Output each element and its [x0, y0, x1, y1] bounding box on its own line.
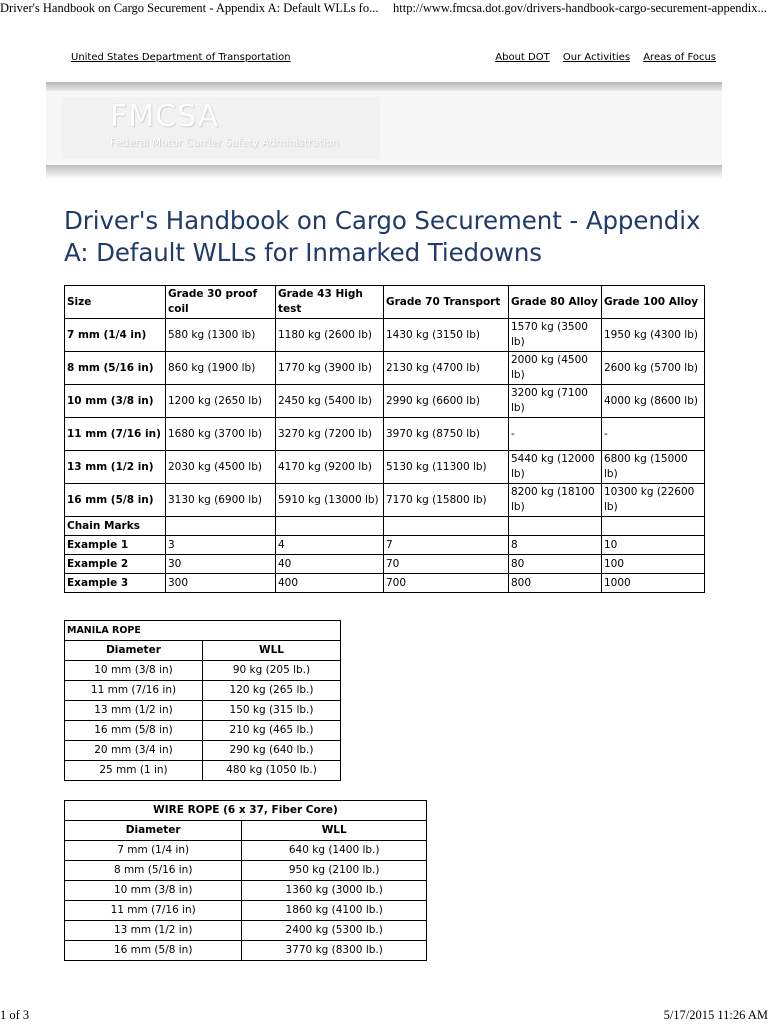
table-cell: 700	[384, 574, 509, 593]
table-cell: 1180 kg (2600 lb)	[276, 319, 384, 352]
row-header: 13 mm (1/2 in)	[65, 451, 166, 484]
table-cell: 10	[602, 536, 705, 555]
column-header: Grade 70 Transport	[384, 286, 509, 319]
print-datetime: 5/17/2015 11:26 AM	[663, 1008, 768, 1022]
table-cell: 4	[276, 536, 384, 555]
table-cell: 4170 kg (9200 lb)	[276, 451, 384, 484]
print-page-url: http://www.fmcsa.dot.gov/drivers-handbook-cargo-securement-appendix...	[393, 1, 767, 15]
row-header: 7 mm (1/4 in)	[65, 319, 166, 352]
table-cell: 480 kg (1050 lb.)	[203, 761, 341, 781]
nav-divider	[46, 82, 722, 91]
table-cell: 30	[166, 555, 276, 574]
table-cell: 2000 kg (4500 lb)	[509, 352, 602, 385]
table-cell	[509, 517, 602, 536]
table-cell: 3770 kg (8300 lb.)	[242, 941, 427, 961]
row-header: 10 mm (3/8 in)	[65, 385, 166, 418]
table-cell: 640 kg (1400 lb.)	[242, 841, 427, 861]
table-row	[65, 921, 427, 941]
table-cell: 7	[384, 536, 509, 555]
page-title: Driver's Handbook on Cargo Securement - Appendix A: Default WLLs for Inmarked Tiedowns	[64, 206, 701, 267]
fmcsa-logo-subtitle: Federal Motor Carrier Safety Administration	[110, 137, 339, 149]
table-cell: 290 kg (640 lb.)	[203, 741, 341, 761]
table-row	[65, 451, 705, 484]
table-cell: 3970 kg (8750 lb)	[384, 418, 509, 451]
row-header: Chain Marks	[65, 517, 166, 536]
table-row	[65, 555, 705, 574]
dot-home-link[interactable]: United States Department of Transportation	[71, 52, 291, 63]
about-dot-link[interactable]: About DOT	[495, 52, 550, 63]
table-cell: 10300 kg (22600 lb)	[602, 484, 705, 517]
table-row	[65, 861, 427, 881]
table-cell: 90 kg (205 lb.)	[203, 661, 341, 681]
table-cell: 1570 kg (3500 lb)	[509, 319, 602, 352]
table-cell: 3130 kg (6900 lb)	[166, 484, 276, 517]
banner-divider	[46, 165, 722, 179]
table-row	[65, 701, 341, 721]
table-cell: 5130 kg (11300 lb)	[384, 451, 509, 484]
table-cell: 580 kg (1300 lb)	[166, 319, 276, 352]
table-cell	[276, 517, 384, 536]
table-cell: 2030 kg (4500 lb)	[166, 451, 276, 484]
column-header: Grade 43 High test	[276, 286, 384, 319]
table-row	[65, 901, 427, 921]
table-cell: 13 mm (1/2 in)	[65, 701, 203, 721]
table-cell: 1860 kg (4100 lb.)	[242, 901, 427, 921]
table-cell: 2990 kg (6600 lb)	[384, 385, 509, 418]
print-page-title: Driver's Handbook on Cargo Securement - Appendix A: Default WLLs fo...	[0, 1, 379, 15]
table-cell: 7 mm (1/4 in)	[65, 841, 242, 861]
table-cell: 1680 kg (3700 lb)	[166, 418, 276, 451]
table-cell: 210 kg (465 lb.)	[203, 721, 341, 741]
table-cell: 1430 kg (3150 lb)	[384, 319, 509, 352]
table-cell: 1360 kg (3000 lb.)	[242, 881, 427, 901]
row-header: Example 3	[65, 574, 166, 593]
table-cell	[602, 517, 705, 536]
table-row	[65, 941, 427, 961]
table-cell: 10 mm (3/8 in)	[65, 661, 203, 681]
table-header-row	[65, 641, 341, 661]
table-cell: 25 mm (1 in)	[65, 761, 203, 781]
table-cell: 860 kg (1900 lb)	[166, 352, 276, 385]
table-cell: 16 mm (5/8 in)	[65, 721, 203, 741]
table-cell: 8	[509, 536, 602, 555]
table-header-row	[65, 286, 705, 319]
column-header: Size	[65, 286, 166, 319]
table-row	[65, 721, 341, 741]
table-row	[65, 574, 705, 593]
table-row	[65, 484, 705, 517]
table-cell: -	[602, 418, 705, 451]
table-cell: 8200 kg (18100 lb)	[509, 484, 602, 517]
areas-of-focus-link[interactable]: Areas of Focus	[643, 52, 716, 63]
table-row	[65, 841, 427, 861]
row-header: 8 mm (5/16 in)	[65, 352, 166, 385]
table-cell: 3	[166, 536, 276, 555]
table-cell: 3200 kg (7100 lb)	[509, 385, 602, 418]
table-row	[65, 352, 705, 385]
row-header: 16 mm (5/8 in)	[65, 484, 166, 517]
site-banner	[46, 91, 722, 165]
table-row	[65, 681, 341, 701]
table-cell: 400	[276, 574, 384, 593]
table-cell: 16 mm (5/8 in)	[65, 941, 242, 961]
table-cell: 1770 kg (3900 lb)	[276, 352, 384, 385]
table-cell: 5910 kg (13000 lb)	[276, 484, 384, 517]
table-row	[65, 761, 341, 781]
table-cell: 40	[276, 555, 384, 574]
chain-wll-table	[64, 285, 705, 593]
table-cell: 70	[384, 555, 509, 574]
table-cell: 150 kg (315 lb.)	[203, 701, 341, 721]
column-header: Diameter	[65, 821, 242, 841]
table-row	[65, 881, 427, 901]
table-cell: 11 mm (7/16 in)	[65, 901, 242, 921]
table-row	[65, 741, 341, 761]
column-header: Grade 30 proof coil	[166, 286, 276, 319]
column-header: Grade 80 Alloy	[509, 286, 602, 319]
our-activities-link[interactable]: Our Activities	[562, 52, 631, 63]
table-cell: 950 kg (2100 lb.)	[242, 861, 427, 881]
table-cell	[384, 517, 509, 536]
table-caption: MANILA ROPE	[65, 621, 341, 641]
column-header: Grade 100 Alloy	[602, 286, 705, 319]
table-row	[65, 418, 705, 451]
table-cell: 300	[166, 574, 276, 593]
table-cell: 100	[602, 555, 705, 574]
table-cell: 5440 kg (12000 lb)	[509, 451, 602, 484]
table-cell: 1000	[602, 574, 705, 593]
table-cell: 3270 kg (7200 lb)	[276, 418, 384, 451]
table-cell: 2600 kg (5700 lb)	[602, 352, 705, 385]
row-header: Example 2	[65, 555, 166, 574]
page-number: 1 of 3	[0, 1008, 30, 1022]
table-cell: 6800 kg (15000 lb)	[602, 451, 705, 484]
table-row	[65, 517, 705, 536]
table-cell: 20 mm (3/4 in)	[65, 741, 203, 761]
table-row	[65, 661, 341, 681]
table-cell: 13 mm (1/2 in)	[65, 921, 242, 941]
table-row	[65, 385, 705, 418]
table-cell: 2400 kg (5300 lb.)	[242, 921, 427, 941]
table-cell: 11 mm (7/16 in)	[65, 681, 203, 701]
column-header: WLL	[242, 821, 427, 841]
column-header: Diameter	[65, 641, 203, 661]
table-row	[65, 536, 705, 555]
table-cell: 800	[509, 574, 602, 593]
nav-links	[485, 52, 716, 63]
table-header-row	[65, 821, 427, 841]
table-cell: 7170 kg (15800 lb)	[384, 484, 509, 517]
fmcsa-logo-text: FMCSA	[110, 99, 220, 134]
table-cell: -	[509, 418, 602, 451]
table-cell: 1950 kg (4300 lb)	[602, 319, 705, 352]
table-cell: 2130 kg (4700 lb)	[384, 352, 509, 385]
table-cell: 4000 kg (8600 lb)	[602, 385, 705, 418]
wire-rope-table	[64, 800, 427, 961]
column-header: WLL	[203, 641, 341, 661]
table-cell: 10 mm (3/8 in)	[65, 881, 242, 901]
print-header	[0, 0, 768, 18]
table-cell: 1200 kg (2650 lb)	[166, 385, 276, 418]
table-cell	[166, 517, 276, 536]
manila-rope-table	[64, 620, 341, 781]
table-cell: 8 mm (5/16 in)	[65, 861, 242, 881]
table-row	[65, 319, 705, 352]
row-header: 11 mm (7/16 in)	[65, 418, 166, 451]
table-caption: WIRE ROPE (6 x 37, Fiber Core)	[65, 801, 427, 821]
table-cell: 80	[509, 555, 602, 574]
top-navigation	[46, 46, 722, 82]
row-header: Example 1	[65, 536, 166, 555]
table-cell: 120 kg (265 lb.)	[203, 681, 341, 701]
table-cell: 2450 kg (5400 lb)	[276, 385, 384, 418]
